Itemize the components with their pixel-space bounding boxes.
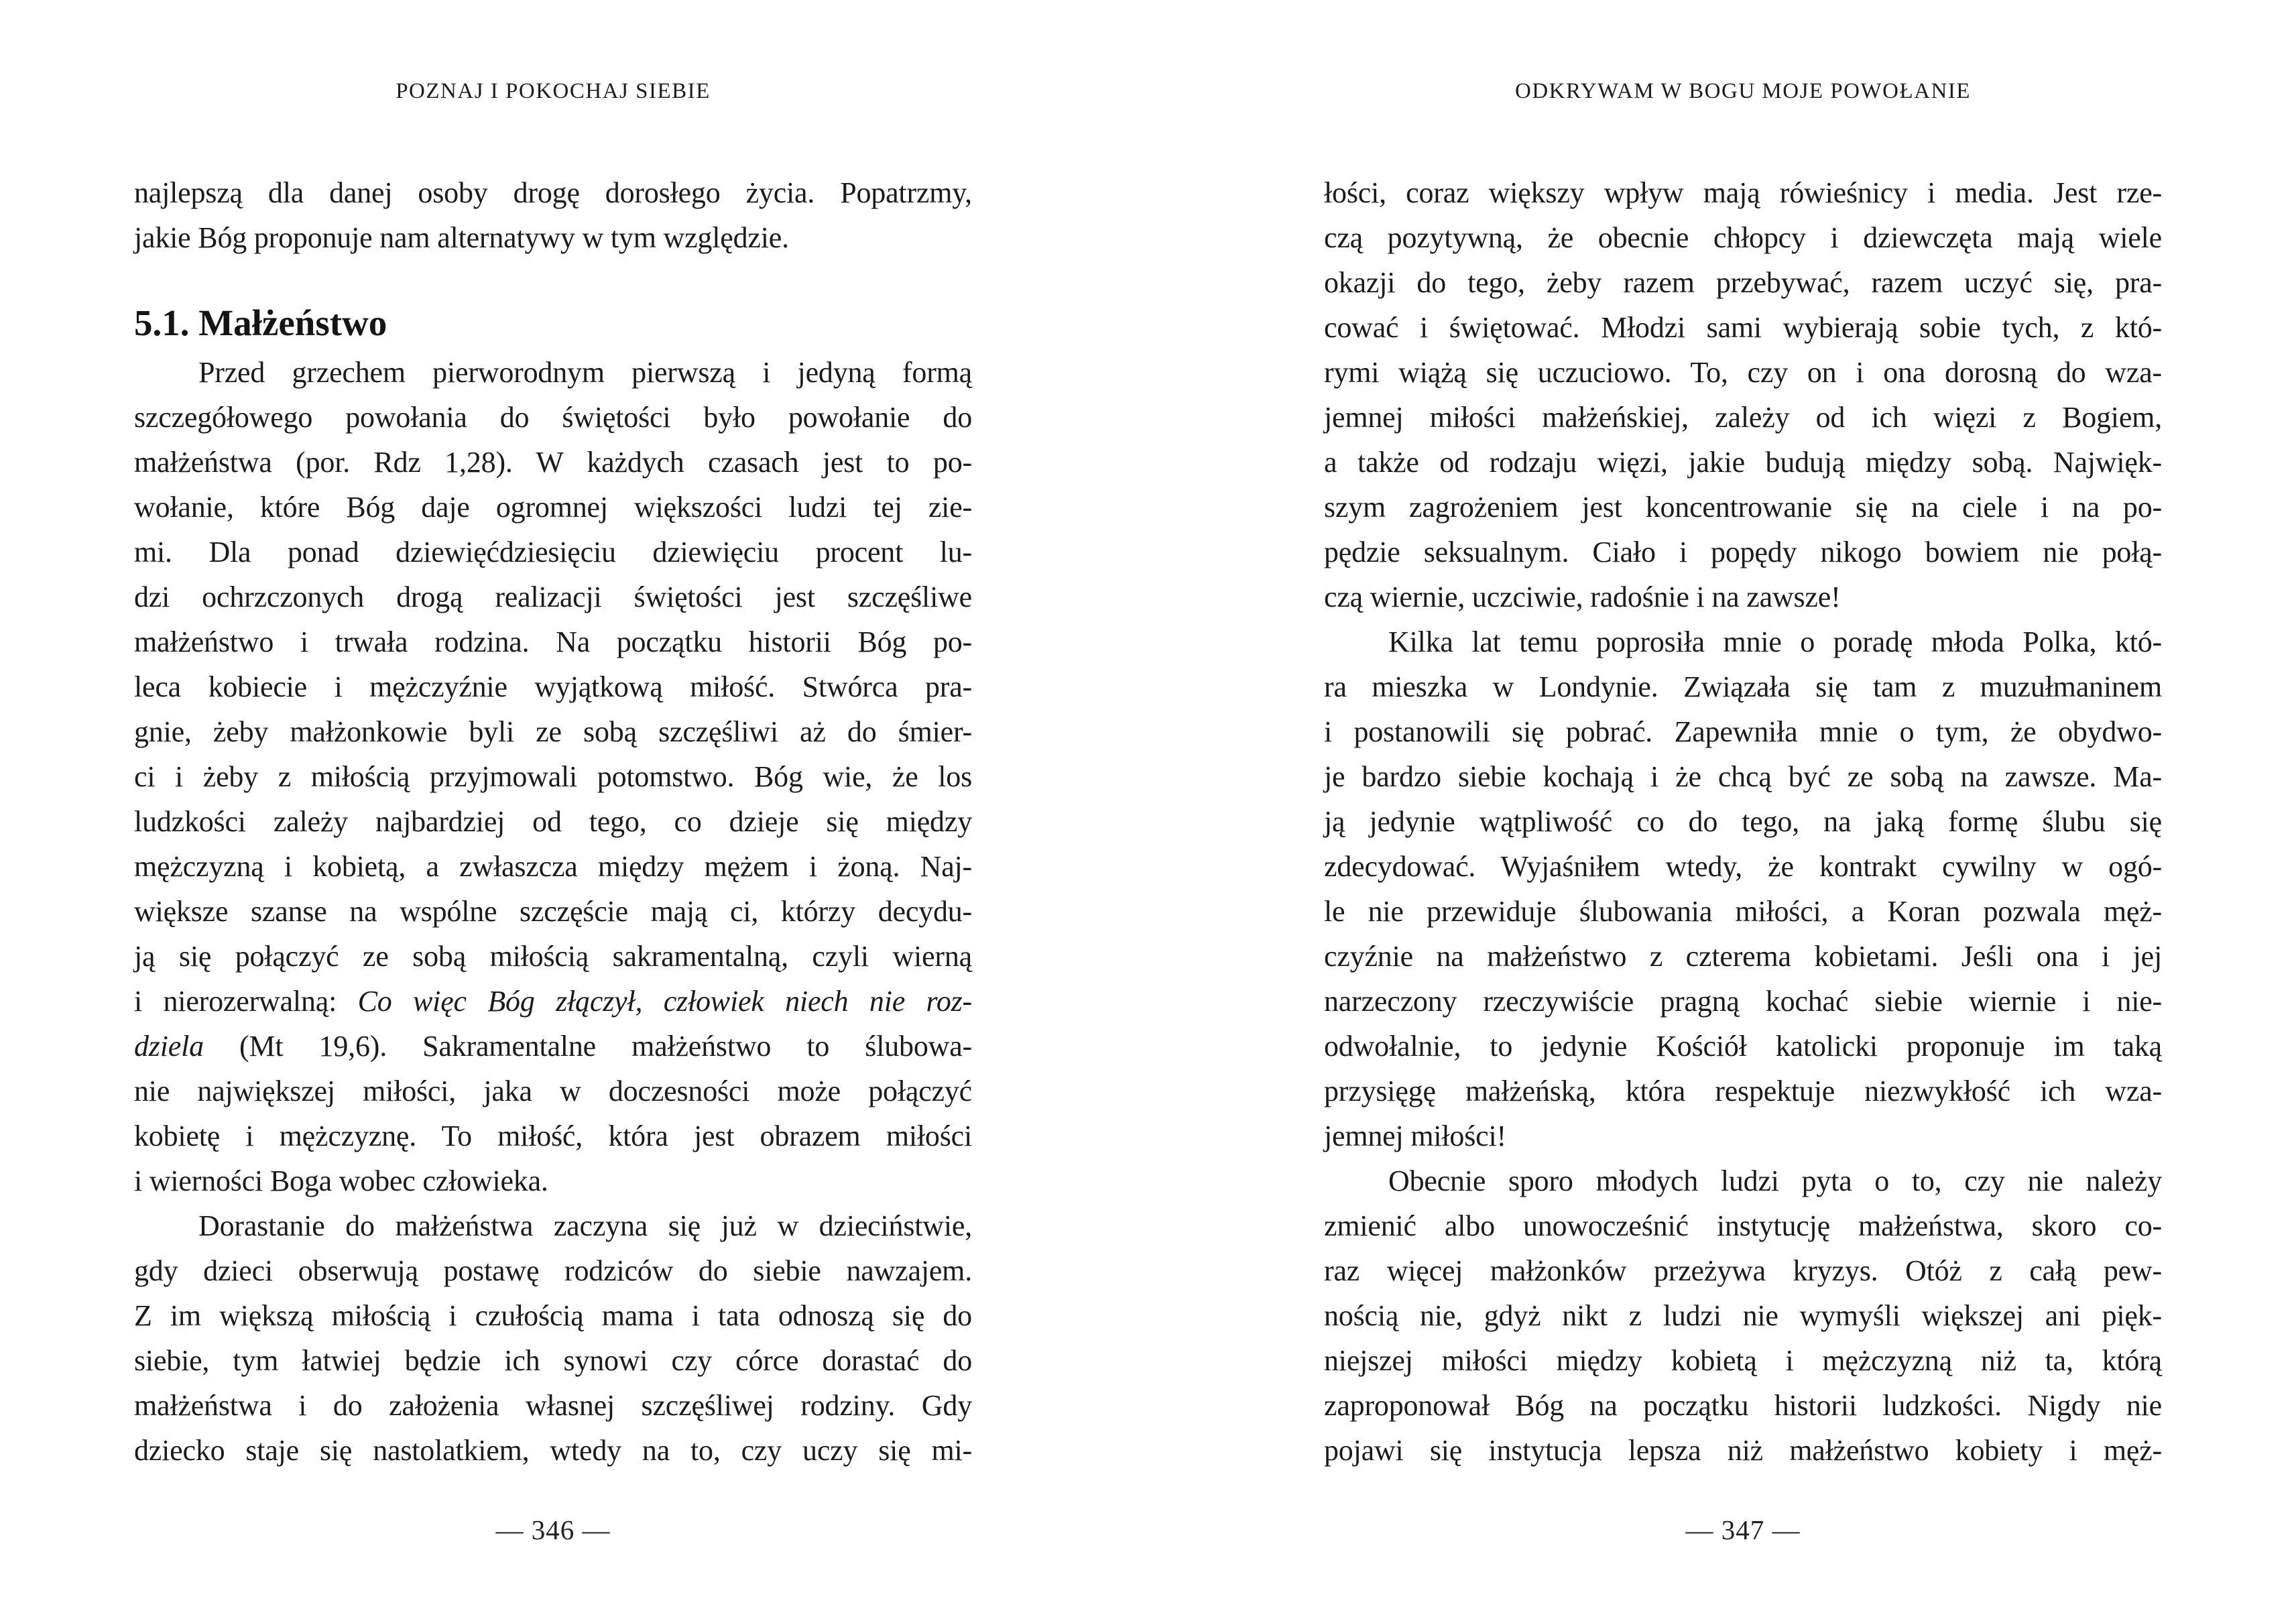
- text-line: [1324, 1383, 2162, 1428]
- text-segment: szczegółowego powołania do świętości było powołanie do: [134, 401, 972, 434]
- text-line: [134, 395, 972, 440]
- text-line: [134, 1293, 972, 1338]
- text-line: [1324, 1338, 2162, 1383]
- text-line: [1324, 754, 2162, 799]
- text-line: [134, 709, 972, 754]
- running-head-left: POZNAJ I POKOCHAJ SIEBIE: [396, 79, 711, 103]
- text-line: [134, 1248, 972, 1293]
- text-line: [134, 979, 972, 1024]
- text-segment: odwołalnie, to jedynie Kościół katolicki proponuje im taką: [1324, 1030, 2162, 1063]
- text-line: [1324, 889, 2162, 934]
- text-segment: leca kobiecie i mężczyźnie wyjątkową miłość. Stwórca pra-: [134, 670, 972, 703]
- text-segment: okazji do tego, żeby razem przebywać, razem uczyć się, pra-: [1324, 266, 2162, 299]
- text-segment: dzi ochrzczonych drogą realizacji świętości jest szczęśliwe: [134, 581, 972, 613]
- text-line: [1324, 799, 2162, 844]
- text-segment: siebie, tym łatwiej będzie ich synowi czy córce dorastać do: [134, 1344, 972, 1377]
- text-line: [134, 799, 972, 844]
- text-segment: ją się połączyć ze sobą miłością sakramentalną, czyli wierną: [134, 940, 972, 973]
- text-segment: gnie, żeby małżonkowie byli ze sobą szczęśliwi aż do śmier-: [134, 715, 972, 748]
- text-line: [1324, 170, 2162, 215]
- paragraph: [134, 1203, 972, 1473]
- text-segment: ją jedynie wątpliwość co do tego, na jaką formę ślubu się: [1324, 805, 2162, 838]
- text-line: [1324, 709, 2162, 754]
- text-segment: mi. Dla ponad dziewięćdziesięciu dziewięciu procent lu-: [134, 536, 972, 568]
- page-number-left: — 346 —: [495, 1514, 611, 1545]
- text-segment: i wierności Boga wobec człowieka.: [134, 1164, 548, 1197]
- text-segment: a także od rodzaju więzi, jakie budują między sobą. Najwięk-: [1324, 446, 2162, 479]
- text-segment: zmienić albo unowocześnić instytucję małżeństwa, skoro co-: [1324, 1209, 2162, 1242]
- text-line: [1324, 664, 2162, 709]
- text-segment: dziecko staje się nastolatkiem, wtedy na to, czy uczy się mi-: [134, 1434, 972, 1467]
- text-segment: rymi wiążą się uczuciowo. To, czy on i ona dorosną do wza-: [1324, 356, 2162, 389]
- text-segment: Dorastanie do małżeństwa zaczyna się już w dzieciństwie,: [198, 1209, 972, 1242]
- paragraph: [1324, 619, 2162, 1158]
- page-right: [1324, 0, 2162, 1623]
- text-segment: niejszej miłości między kobietą i mężczyzną niż ta, którą: [1324, 1344, 2162, 1377]
- text-segment: narzeczony rzeczywiście pragną kochać siebie wiernie i nie-: [1324, 985, 2162, 1018]
- section-heading: 5.1. Małżeństwo: [134, 302, 387, 343]
- text-line: [134, 350, 972, 395]
- text-line: [1324, 979, 2162, 1024]
- text-segment: Przed grzechem pierworodnym pierwszą i jedyną formą: [198, 356, 972, 389]
- text-line: [134, 619, 972, 664]
- text-line: [1324, 305, 2162, 350]
- text-line: [1324, 575, 2162, 619]
- text-line: [1324, 1158, 2162, 1203]
- text-segment: mężczyzną i kobietą, a zwłaszcza między mężem i żoną. Naj-: [134, 850, 972, 883]
- paragraph: [1324, 1158, 2162, 1473]
- text-segment: czą wiernie, uczciwie, radośnie i na zawsze!: [1324, 581, 1841, 613]
- text-line: [134, 934, 972, 979]
- paragraph: [1324, 170, 2162, 619]
- page-body-left: [134, 170, 972, 1473]
- text-segment: ra mieszka w Londynie. Związała się tam z muzułmaninem: [1324, 670, 2162, 703]
- text-line: [1324, 1428, 2162, 1473]
- text-segment: jakie Bóg proponuje nam alternatywy w tym względzie.: [134, 221, 789, 254]
- text-segment: łości, coraz większy wpływ mają rówieśnicy i media. Jest rze-: [1324, 176, 2162, 209]
- italic-text: dziela: [134, 1030, 204, 1063]
- text-line: [1324, 440, 2162, 485]
- text-line: [134, 1069, 972, 1114]
- text-segment: ludzkości zależy najbardziej od tego, co dzieje się między: [134, 805, 972, 838]
- page-body-right: [1324, 170, 2162, 1473]
- text-segment: Kilka lat temu poprosiła mnie o poradę młoda Polka, któ-: [1388, 625, 2162, 658]
- text-segment: małżeństwa (por. Rdz 1,28). W każdych czasach jest to po-: [134, 446, 972, 479]
- text-segment: nie największej miłości, jaka w doczesności może połączyć: [134, 1075, 972, 1107]
- text-segment: ci i żeby z miłością przyjmowali potomstwo. Bóg wie, że los: [134, 760, 972, 793]
- text-line: [1324, 1248, 2162, 1293]
- text-segment: jemnej miłości małżeńskiej, zależy od ich więzi z Bogiem,: [1324, 401, 2162, 434]
- text-line: [134, 754, 972, 799]
- text-segment: czą pozytywną, że obecnie chłopcy i dziewczęta mają wiele: [1324, 221, 2162, 254]
- text-segment: jemnej miłości!: [1324, 1120, 1506, 1152]
- text-segment: wołanie, które Bóg daje ogromnej większości ludzi tej zie-: [134, 491, 972, 524]
- text-segment: czyźnie na małżeństwo z czterema kobietami. Jeśli ona i jej: [1324, 940, 2162, 973]
- text-line: [1324, 350, 2162, 395]
- text-segment: kobietę i mężczyznę. To miłość, która jest obrazem miłości: [134, 1120, 972, 1152]
- text-line: [134, 215, 972, 260]
- text-line: [134, 1024, 972, 1069]
- text-line: [134, 664, 972, 709]
- text-line: [1324, 1069, 2162, 1114]
- text-line: [134, 485, 972, 530]
- text-segment: (Mt 19,6). Sakramentalne małżeństwo to ślubowa-: [203, 1030, 972, 1063]
- paragraph: [134, 350, 972, 1203]
- text-segment: nością nie, gdyż nikt z ludzi nie wymyśli większej ani pięk-: [1324, 1299, 2162, 1332]
- text-line: [134, 889, 972, 934]
- text-segment: raz więcej małżonków przeżywa kryzys. Otóż z całą pew-: [1324, 1254, 2162, 1287]
- text-segment: je bardzo siebie kochają i że chcą być ze sobą na zawsze. Ma-: [1324, 760, 2162, 793]
- text-segment: przysięgę małżeńską, która respektuje niezwykłość ich wza-: [1324, 1075, 2162, 1107]
- text-line: [134, 1428, 972, 1473]
- text-line: [134, 575, 972, 619]
- text-segment: gdy dzieci obserwują postawę rodziców do siebie nawzajem.: [134, 1254, 972, 1287]
- text-segment: zdecydować. Wyjaśniłem wtedy, że kontrakt cywilny w ogó-: [1324, 850, 2162, 883]
- text-segment: pędzie seksualnym. Ciało i popędy nikogo bowiem nie połą-: [1324, 536, 2162, 568]
- text-line: [1324, 1293, 2162, 1338]
- text-line: [134, 1338, 972, 1383]
- text-line: [1324, 934, 2162, 979]
- page-number-right: — 347 —: [1685, 1514, 1801, 1545]
- paragraph: [134, 170, 972, 260]
- text-line: [134, 440, 972, 485]
- text-line: [134, 1383, 972, 1428]
- text-line: [1324, 844, 2162, 889]
- text-line: [1324, 530, 2162, 575]
- text-line: [1324, 1114, 2162, 1158]
- running-head-right: ODKRYWAM W BOGU MOJE POWOŁANIE: [1515, 79, 1971, 103]
- text-line: [134, 1203, 972, 1248]
- text-segment: i nierozerwalną:: [134, 985, 358, 1018]
- text-line: [1324, 260, 2162, 305]
- text-segment: i postanowili się pobrać. Zapewniła mnie o tym, że obydwo-: [1324, 715, 2162, 748]
- text-segment: le nie przewiduje ślubowania miłości, a Koran pozwala męż-: [1324, 895, 2162, 928]
- text-segment: zaproponował Bóg na początku historii ludzkości. Nigdy nie: [1324, 1389, 2162, 1422]
- text-segment: szym zagrożeniem jest koncentrowanie się na ciele i na po-: [1324, 491, 2162, 524]
- text-line: [134, 844, 972, 889]
- text-segment: pojawi się instytucja lepsza niż małżeństwo kobiety i męż-: [1324, 1434, 2162, 1467]
- text-line: [1324, 1024, 2162, 1069]
- text-line: [1324, 215, 2162, 260]
- text-line: [134, 1114, 972, 1158]
- text-segment: małżeństwo i trwała rodzina. Na początku historii Bóg po-: [134, 625, 972, 658]
- text-line: [1324, 485, 2162, 530]
- text-segment: najlepszą dla danej osoby drogę dorosłego życia. Popatrzmy,: [134, 176, 972, 209]
- text-segment: większe szanse na wspólne szczęście mają ci, którzy decydu-: [134, 895, 972, 928]
- text-segment: cować i świętować. Młodzi sami wybierają sobie tych, z któ-: [1324, 311, 2162, 344]
- text-segment: małżeństwa i do założenia własnej szczęśliwej rodziny. Gdy: [134, 1389, 972, 1422]
- page-left: [134, 0, 972, 1623]
- italic-text: Co więc Bóg złączył, człowiek niech nie roz-: [357, 985, 972, 1018]
- text-line: [134, 170, 972, 215]
- text-line: [1324, 395, 2162, 440]
- text-line: [1324, 619, 2162, 664]
- text-segment: Obecnie sporo młodych ludzi pyta o to, czy nie należy: [1388, 1164, 2162, 1197]
- text-line: [134, 530, 972, 575]
- text-line: [134, 1158, 972, 1203]
- text-segment: Z im większą miłością i czułością mama i tata odnoszą się do: [134, 1299, 972, 1332]
- text-line: [1324, 1203, 2162, 1248]
